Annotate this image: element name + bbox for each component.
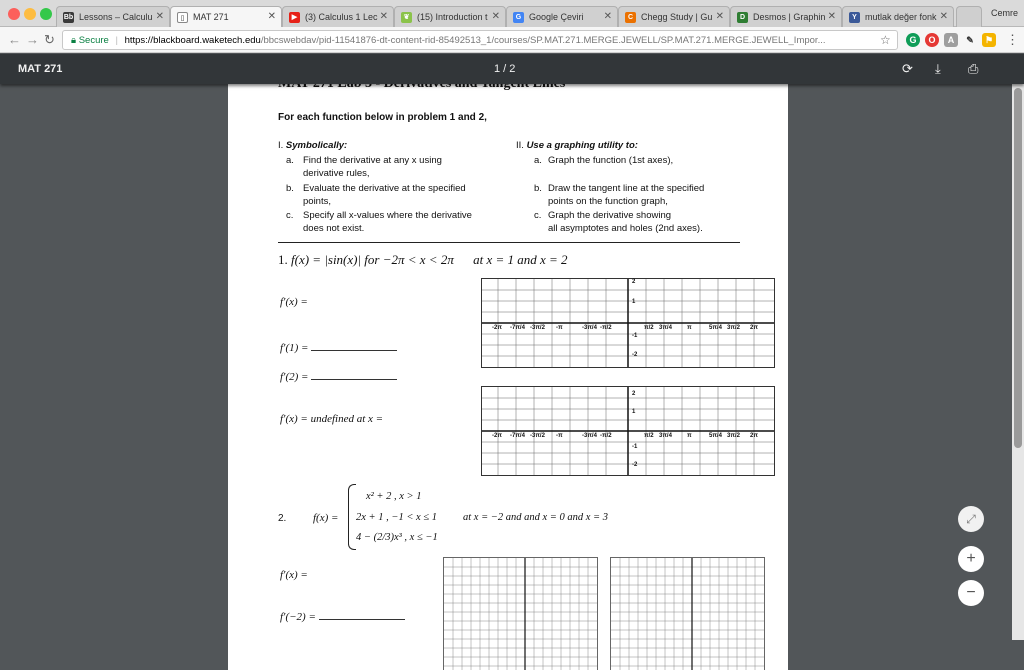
problem2-piece-1: x² + 2 , x > 1 bbox=[366, 491, 422, 502]
url-path: /bbcswebdav/pid-11541876-dt-content-rid-85492513_1/courses/SP.MAT.271.MERGE.JEWELL/SP.MAT.271.MERGE.JEWELL_Impor... bbox=[260, 35, 826, 46]
right-header-title: Use a graphing utility to: bbox=[526, 140, 638, 151]
item-line: Draw the tangent line at the specified bbox=[548, 183, 705, 194]
extension-green-icon[interactable]: G bbox=[906, 33, 920, 47]
zoom-out-button[interactable]: − bbox=[958, 580, 984, 606]
f1-label: f′(1) = bbox=[280, 342, 309, 354]
x-label: -7π/4 bbox=[510, 325, 525, 331]
problem2-lhs: f(x) = bbox=[313, 512, 339, 524]
item-line: Evaluate the derivative at the specified bbox=[303, 183, 466, 194]
pdf-title: MAT 271 bbox=[18, 63, 63, 75]
blackboard-icon: Bb bbox=[63, 14, 74, 21]
problem2-piece-2: 2x + 1 , −1 < x ≤ 1 bbox=[356, 512, 437, 523]
menu-dots-icon[interactable]: ⋮ bbox=[1006, 32, 1019, 47]
x-label: -7π/4 bbox=[510, 433, 525, 439]
graph-problem2-function bbox=[443, 557, 598, 670]
graph2-y-label-2: 2 bbox=[632, 391, 636, 397]
graph-derivative-axes bbox=[481, 386, 775, 476]
profile-button[interactable]: Cemre bbox=[990, 8, 1018, 18]
close-tab-icon[interactable]: ✕ bbox=[155, 11, 164, 22]
back-icon[interactable]: ← bbox=[8, 32, 21, 47]
x-label: 3π/2 bbox=[727, 325, 740, 331]
x-label: -π/2 bbox=[600, 325, 612, 331]
extension-pen-icon[interactable]: ✎ bbox=[966, 35, 974, 45]
problem1-f1-answer bbox=[280, 342, 397, 354]
secure-label: Secure bbox=[78, 35, 109, 46]
close-tab-icon[interactable]: ✕ bbox=[939, 11, 948, 22]
x-label: 5π/4 bbox=[709, 433, 722, 439]
url-input[interactable] bbox=[62, 30, 898, 50]
x-label: -3π/2 bbox=[530, 325, 545, 331]
search-result-icon: Y bbox=[849, 12, 860, 23]
zoom-in-button[interactable]: + bbox=[958, 546, 984, 572]
tab-chegg[interactable] bbox=[618, 6, 730, 27]
tab-bar bbox=[0, 0, 1024, 27]
google-translate-icon: G bbox=[513, 12, 524, 23]
item-line: Specify all x-values where the derivative bbox=[303, 210, 472, 221]
problem1-statement bbox=[278, 252, 568, 268]
desmos-icon: D bbox=[737, 12, 748, 23]
problem2-number: 2. bbox=[278, 513, 287, 524]
problem1-derivative-label: f′(x) = bbox=[280, 296, 308, 308]
item-letter: c. bbox=[286, 210, 294, 221]
lock-icon: 🔒︎ bbox=[71, 35, 77, 46]
pdf-toolbar bbox=[0, 54, 1024, 84]
right-item-a bbox=[534, 154, 674, 167]
item-letter: b. bbox=[286, 183, 294, 194]
reload-icon[interactable]: ↻ bbox=[44, 32, 55, 47]
x-label: -3π/2 bbox=[530, 433, 545, 439]
x-label: -2π bbox=[492, 433, 502, 439]
download-icon[interactable]: ⤓ bbox=[935, 61, 941, 76]
item-line: points on the function graph, bbox=[548, 196, 668, 207]
fm2-answer-blank[interactable] bbox=[319, 611, 405, 620]
tab-label: Chegg Study | Gu bbox=[641, 12, 713, 22]
x-label: π/2 bbox=[644, 325, 654, 331]
tab-label: (3) Calculus 1 Lec bbox=[305, 12, 378, 22]
left-item-a bbox=[286, 154, 442, 179]
item-line: points, bbox=[303, 196, 331, 207]
x-label: -π bbox=[556, 433, 563, 439]
x-label: π bbox=[687, 325, 692, 331]
fit-page-button[interactable] bbox=[958, 506, 984, 532]
problem1-points: at x = 1 and x = 2 bbox=[473, 252, 568, 267]
section-divider bbox=[278, 242, 740, 243]
graph-function-svg bbox=[482, 279, 774, 367]
item-letter: a. bbox=[534, 155, 542, 166]
item-line: all asymptotes and holes (2nd axes). bbox=[548, 223, 703, 234]
tab-calculus-lecture[interactable] bbox=[282, 6, 394, 27]
item-line: Graph the derivative showing bbox=[548, 210, 672, 221]
separator: | bbox=[115, 35, 118, 46]
item-letter: a. bbox=[286, 155, 294, 166]
x-label: 5π/4 bbox=[709, 325, 722, 331]
left-item-c bbox=[286, 209, 472, 234]
close-tab-icon[interactable]: ✕ bbox=[715, 11, 724, 22]
tab-mat271[interactable] bbox=[170, 6, 282, 27]
graph1-y-label-neg2: -2 bbox=[632, 352, 638, 358]
problem1-f2-answer bbox=[280, 371, 397, 383]
x-label: -2π bbox=[492, 325, 502, 331]
close-tab-icon[interactable]: ✕ bbox=[379, 11, 388, 22]
x-label: π bbox=[687, 433, 692, 439]
tab-introduction[interactable] bbox=[394, 6, 506, 27]
left-item-b bbox=[286, 182, 466, 207]
tab-lessons[interactable] bbox=[56, 6, 170, 27]
problem2-fm2-answer bbox=[280, 611, 405, 623]
page-indicator: 1 / 2 bbox=[494, 63, 516, 75]
close-tab-icon[interactable]: ✕ bbox=[827, 11, 836, 22]
x-label: 2π bbox=[750, 433, 758, 439]
right-header bbox=[516, 140, 638, 151]
graph-problem2-derivative bbox=[610, 557, 765, 670]
fm2-label: f′(−2) = bbox=[280, 611, 316, 623]
x-label: -π bbox=[556, 325, 563, 331]
item-line: Graph the function (1st axes), bbox=[548, 155, 674, 166]
piecewise-brace bbox=[348, 484, 356, 550]
close-tab-icon[interactable]: ✕ bbox=[603, 11, 612, 22]
maximize-window-button[interactable] bbox=[40, 8, 52, 20]
right-header-number: II. bbox=[516, 140, 524, 151]
minimize-window-button[interactable] bbox=[24, 8, 36, 20]
item-line: Find the derivative at any x using bbox=[303, 155, 442, 166]
graph2-y-label-neg1: -1 bbox=[632, 444, 638, 450]
tab-google-translate[interactable] bbox=[506, 6, 618, 27]
chegg-icon: C bbox=[625, 12, 636, 23]
extension-grey-icon[interactable]: A bbox=[944, 33, 958, 47]
intro-text: For each function below in problem 1 and 2, bbox=[278, 112, 487, 123]
graph-function-axes bbox=[481, 278, 775, 368]
left-header bbox=[278, 140, 347, 151]
x-label: 3π/4 bbox=[659, 433, 672, 439]
pdf-page bbox=[228, 70, 788, 670]
x-label: -π/2 bbox=[600, 433, 612, 439]
tab-label: (15) Introduction t bbox=[417, 12, 488, 22]
problem1-number: 1. bbox=[278, 252, 288, 267]
problem2-points: at x = −2 and and x = 0 and x = 3 bbox=[463, 512, 608, 523]
youtube-icon: ▶ bbox=[289, 12, 300, 23]
close-tab-icon[interactable]: ✕ bbox=[267, 11, 276, 22]
x-label: 3π/4 bbox=[659, 325, 672, 331]
graph-problem2-function-svg bbox=[444, 558, 597, 670]
problem2-derivative-label: f′(x) = bbox=[280, 569, 308, 581]
item-line: derivative rules, bbox=[303, 168, 370, 179]
graph2-y-label-neg2: -2 bbox=[632, 462, 638, 468]
tab-label: MAT 271 bbox=[193, 12, 229, 22]
url-host: https://blackboard.waketech.edu bbox=[124, 35, 261, 46]
scrollbar-thumb[interactable] bbox=[1014, 88, 1022, 448]
graph-problem2-derivative-svg bbox=[611, 558, 764, 670]
tab-label: Google Çeviri bbox=[529, 12, 584, 22]
problem1-undefined-label: f′(x) = undefined at x = bbox=[280, 413, 384, 425]
item-line: does not exist. bbox=[303, 223, 365, 234]
graph-derivative-svg bbox=[482, 387, 774, 475]
x-label: 3π/2 bbox=[727, 433, 740, 439]
tab-mutlak-deger[interactable] bbox=[842, 6, 954, 27]
rotate-icon[interactable]: ⟳ bbox=[902, 61, 913, 76]
x-label: π/2 bbox=[644, 433, 654, 439]
print-icon[interactable]: ⎙ bbox=[968, 61, 979, 76]
graph2-y-label-1: 1 bbox=[632, 409, 636, 415]
tab-label: Lessons – Calculu bbox=[79, 12, 153, 22]
document-icon: ▯ bbox=[177, 12, 188, 23]
x-label: -3π/4 bbox=[582, 325, 597, 331]
graph1-y-label-2: 2 bbox=[632, 279, 636, 285]
tab-label: mutlak değer fonk bbox=[865, 12, 937, 22]
forward-icon[interactable]: → bbox=[26, 32, 39, 47]
close-window-button[interactable] bbox=[8, 8, 20, 20]
problem1-function: f(x) = |sin(x)| for −2π < x < 2π bbox=[291, 252, 454, 267]
extension-red-icon[interactable]: O bbox=[925, 33, 939, 47]
close-tab-icon[interactable]: ✕ bbox=[491, 11, 500, 22]
fit-page-icon: ⤢ bbox=[966, 512, 976, 526]
item-letter: c. bbox=[534, 210, 542, 221]
x-label: -3π/4 bbox=[582, 433, 597, 439]
bookmark-star-icon[interactable]: ☆ bbox=[880, 33, 891, 47]
f1-answer-blank[interactable] bbox=[311, 342, 397, 351]
right-item-b bbox=[534, 182, 705, 207]
address-bar bbox=[0, 27, 1024, 53]
problem2-piece-3: 4 − (2/3)x³ , x ≤ −1 bbox=[356, 532, 438, 543]
left-header-title: Symbolically: bbox=[285, 140, 348, 151]
item-letter: b. bbox=[534, 183, 542, 194]
left-header-number: I. bbox=[278, 140, 284, 151]
graph1-y-label-neg1: -1 bbox=[632, 333, 638, 339]
graph1-y-label-1: 1 bbox=[632, 299, 636, 305]
leaf-icon: ❦ bbox=[401, 12, 412, 23]
x-label: 2π bbox=[750, 325, 758, 331]
extension-flag-icon[interactable]: ⚑ bbox=[982, 33, 996, 47]
right-item-c bbox=[534, 209, 703, 234]
tab-desmos[interactable] bbox=[730, 6, 842, 27]
tab-label: Desmos | Graphin bbox=[753, 12, 826, 22]
f2-answer-blank[interactable] bbox=[311, 371, 397, 380]
f2-label: f′(2) = bbox=[280, 371, 309, 383]
